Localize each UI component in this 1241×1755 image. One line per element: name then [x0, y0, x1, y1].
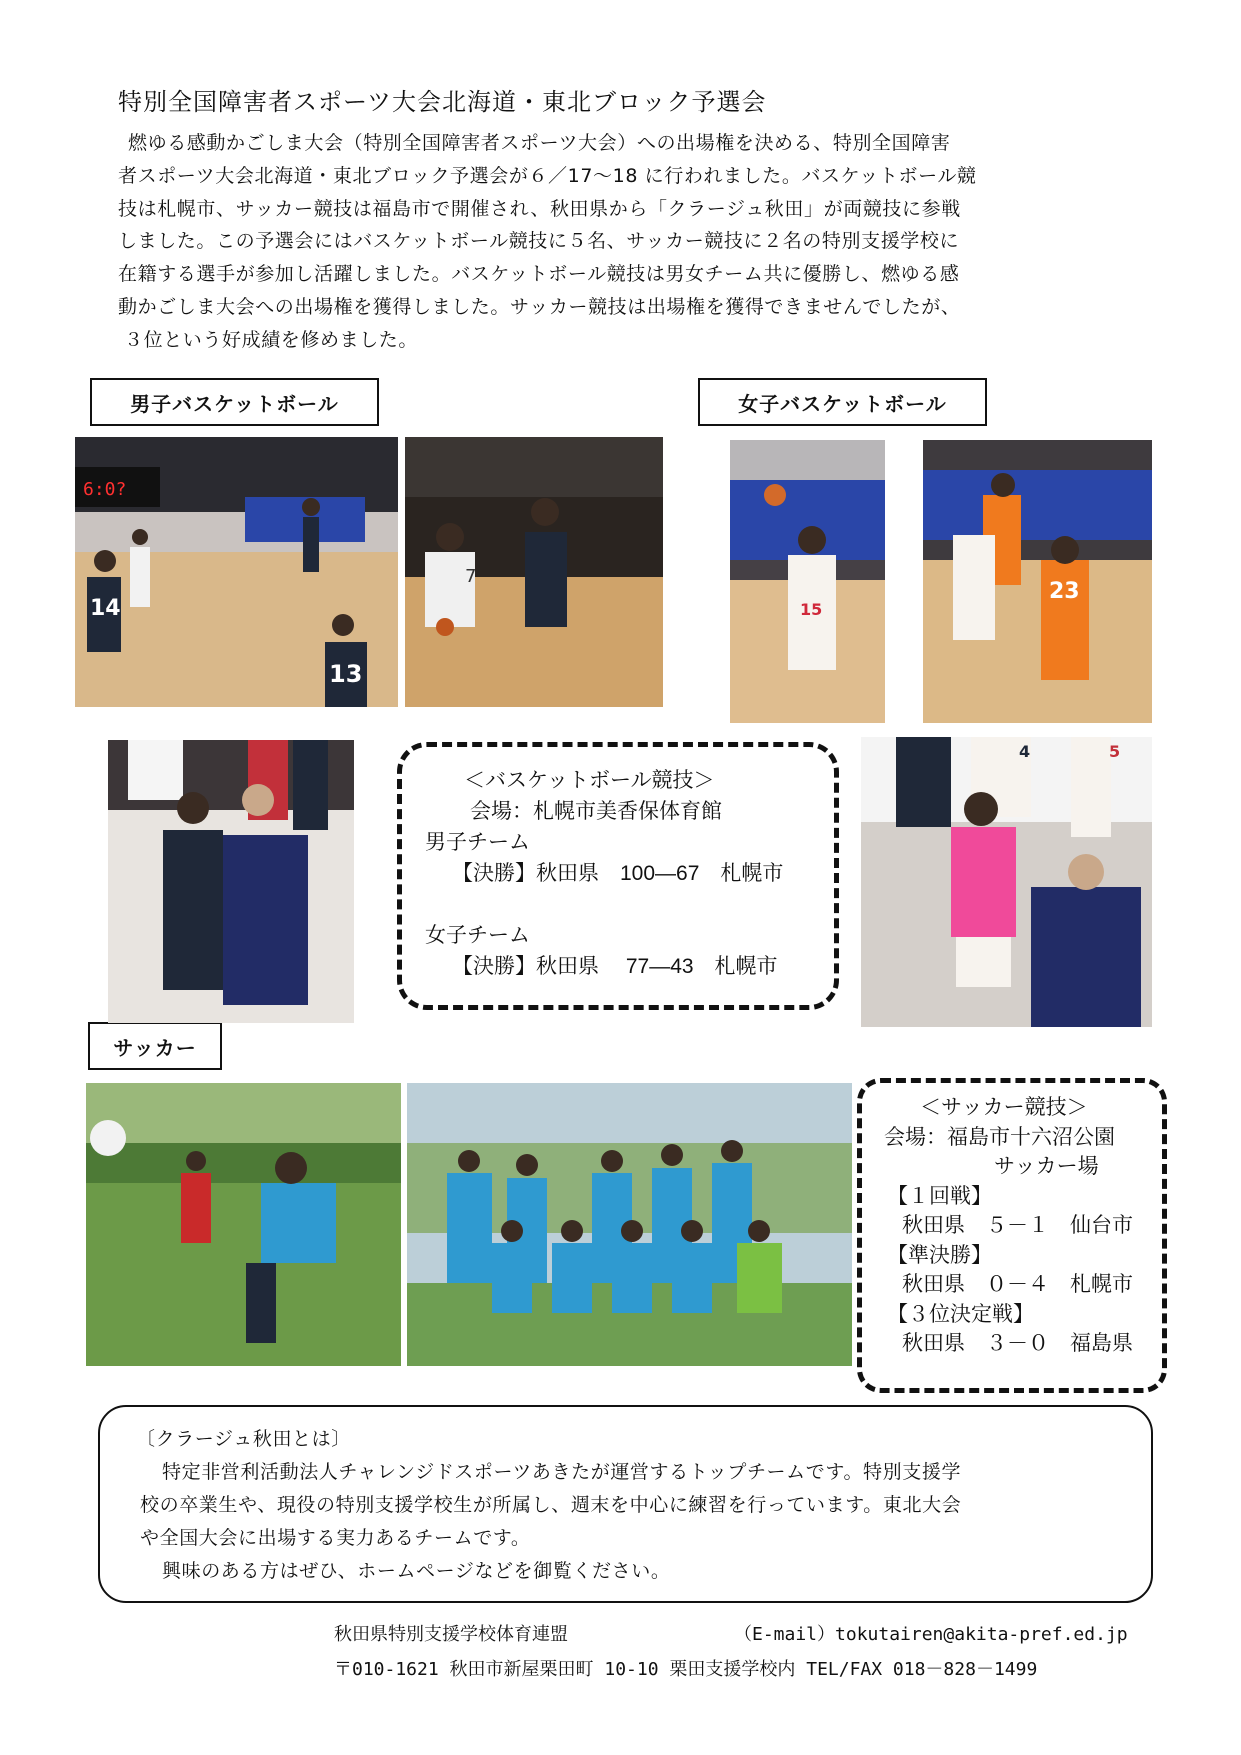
- footer-address: 〒010-1621 秋田市新屋栗田町 10-10 栗田支援学校内 TEL/FAX 018－828－1499: [334, 1659, 1038, 1680]
- footer-email[interactable]: （E-mail）tokutairen@akita-pref.ed.jp: [734, 1624, 1128, 1645]
- women-basketball-photo-2: [923, 440, 1152, 723]
- women-final-result: 【決勝】秋田県 77―43 札幌市: [452, 955, 778, 978]
- basketball-results-heading: ＜バスケットボール競技＞: [464, 769, 715, 792]
- soccer-photo-1: [86, 1083, 401, 1366]
- round1-label: 【１回戦】: [887, 1184, 992, 1208]
- jersey-number: 4: [1019, 742, 1031, 761]
- semifinal-result: 秋田県 ０－４ 札幌市: [902, 1273, 1133, 1296]
- about-box: [98, 1405, 1153, 1603]
- footer-org: 秋田県特別支援学校体育連盟: [334, 1624, 568, 1645]
- third-place-label: 【３位決定戦】: [887, 1302, 1034, 1326]
- men-final-result: 【決勝】秋田県 100―67 札幌市: [452, 862, 784, 885]
- page-title: 特別全国障害者スポーツ大会北海道・東北ブロック予選会: [118, 88, 767, 116]
- men-basketball-label: 男子バスケットボール: [90, 378, 379, 426]
- intro-line: ３位という好成績を修めました。: [124, 328, 419, 351]
- women-team-label: 女子チーム: [425, 924, 530, 947]
- intro-line: 者スポーツ大会北海道・東北ブロック予選会が６／17～18 に行われました。バスケットボール競: [118, 164, 977, 187]
- semifinal-label: 【準決勝】: [887, 1243, 992, 1267]
- soccer-venue: 会場：福島市十六沼公園: [884, 1125, 1115, 1149]
- jersey-number: 5: [1109, 742, 1121, 761]
- jersey-number: 7: [465, 566, 477, 587]
- soccer-venue-2: サッカー場: [994, 1155, 1099, 1178]
- women-award-photo: [861, 737, 1152, 1027]
- about-heading: 〔クラージュ秋田とは〕: [136, 1428, 351, 1450]
- intro-line: 技は札幌市、サッカー競技は福島市で開催され、秋田県から「クラージュ秋田」が両競技に参戦: [118, 197, 961, 220]
- about-line: 特定非営利活動法人チャレンジドスポーツあきたが運営するトップチームです。特別支援学: [162, 1461, 962, 1483]
- soccer-team-photo: [407, 1083, 852, 1366]
- round1-result: 秋田県 ５－１ 仙台市: [902, 1214, 1133, 1237]
- men-team-label: 男子チーム: [425, 831, 530, 854]
- men-basketball-photo-1: [75, 437, 398, 707]
- about-line: 興味のある方はぜひ、ホームページなどを御覧ください。: [162, 1560, 671, 1582]
- jersey-number: 15: [800, 600, 823, 619]
- basketball-venue: 会場：札幌市美香保体育館: [470, 800, 722, 823]
- intro-line: 在籍する選手が参加し活躍しました。バスケットボール競技は男女チーム共に優勝し、燃ゆる感: [118, 263, 960, 286]
- soccer-label: サッカー: [88, 1022, 222, 1070]
- about-line: 校の卒業生や、現役の特別支援学校生が所属し、週末を中心に練習を行っています。東北大会: [140, 1494, 962, 1516]
- intro-line: 動かごしま大会への出場権を獲得しました。サッカー競技は出場権を獲得できませんでしたが、: [118, 295, 961, 318]
- men-award-photo: [108, 740, 354, 1023]
- jersey-number: 23: [1049, 579, 1080, 604]
- intro-line: 燃ゆる感動かごしま大会（特別全国障害者スポーツ大会）への出場権を決める、特別全国障害: [128, 132, 951, 154]
- intro-line: しました。この予選会にはバスケットボール競技に５名、サッカー競技に２名の特別支援学校に: [118, 230, 960, 253]
- jersey-number: 13: [329, 660, 363, 688]
- women-basketball-label: 女子バスケットボール: [698, 378, 987, 426]
- basketball-results-box: [397, 742, 839, 1010]
- scoreboard-text: 6:0?: [83, 479, 127, 500]
- about-line: や全国大会に出場する実力あるチームです。: [140, 1527, 531, 1549]
- soccer-results-heading: ＜サッカー競技＞: [920, 1096, 1088, 1119]
- men-basketball-photo-2: [405, 437, 663, 707]
- women-basketball-photo-1: [730, 440, 885, 723]
- intro-paragraph: [118, 127, 1128, 357]
- third-place-result: 秋田県 ３－０ 福島県: [902, 1332, 1133, 1355]
- jersey-number: 14: [90, 596, 121, 621]
- soccer-results-box: [857, 1078, 1167, 1393]
